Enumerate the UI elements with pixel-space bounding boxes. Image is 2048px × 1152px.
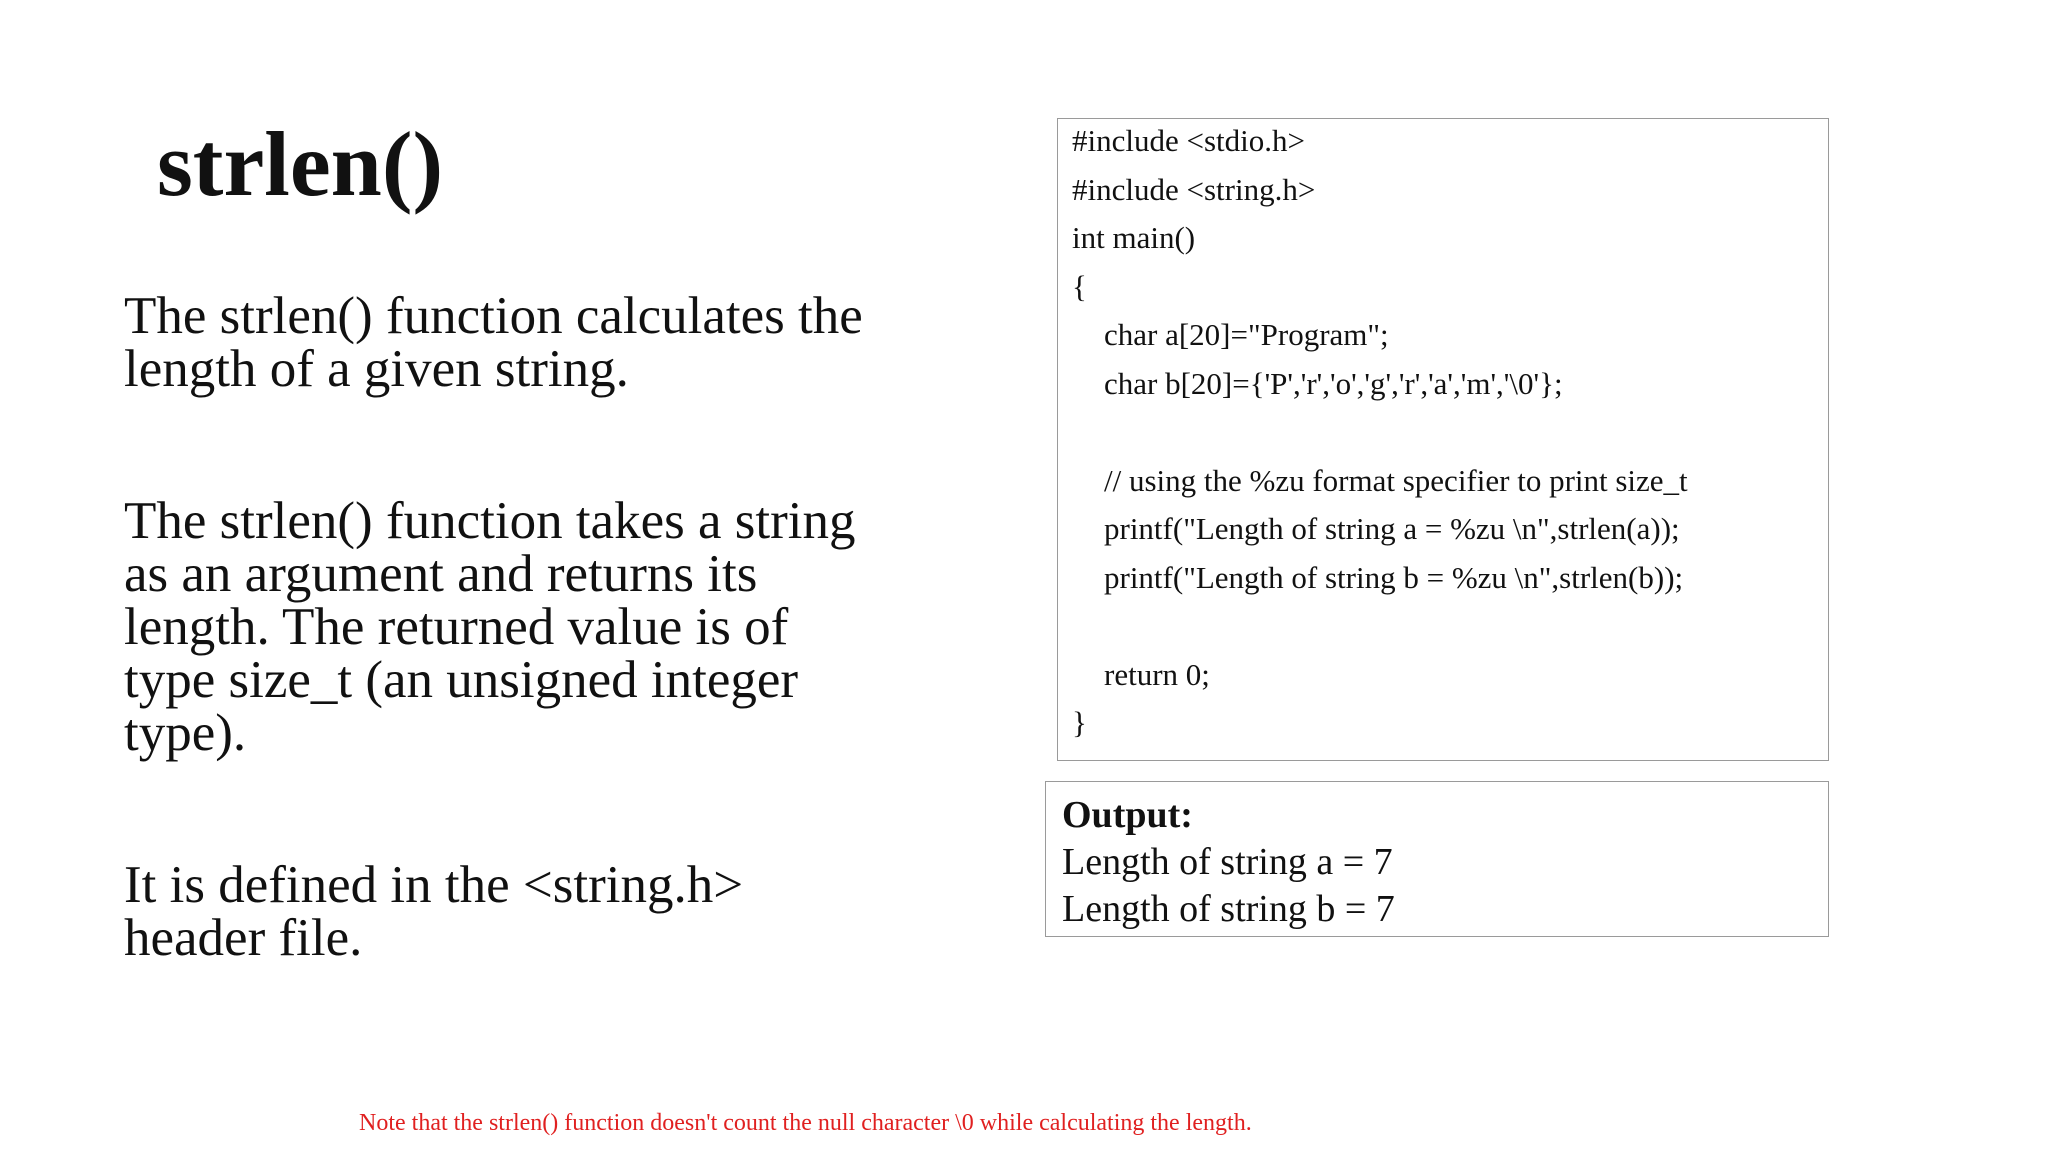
code-line: int main() bbox=[1072, 220, 1196, 255]
code-line: #include <stdio.h> bbox=[1072, 123, 1305, 158]
code-line: #include <string.h> bbox=[1072, 172, 1316, 207]
paragraph-header-file: It is defined in the <string.h> header file. bbox=[124, 856, 744, 967]
paragraph-return-value: The strlen() function takes a string as an argument and returns its length. The returned value is of type size_t (an unsigned integer type). bbox=[124, 492, 856, 762]
code-example-box bbox=[1057, 118, 1829, 761]
code-line: printf("Length of string a = %zu \n",strlen(a)); bbox=[1104, 511, 1680, 546]
code-line: char b[20]={'P','r','o','g','r','a','m','\0'}; bbox=[1104, 366, 1563, 401]
paragraph-description: The strlen() function calculates the length of a given string. bbox=[124, 287, 863, 398]
output-box bbox=[1045, 781, 1829, 937]
code-comment: // using the %zu format specifier to print size_t bbox=[1104, 463, 1688, 498]
slide-title: strlen() bbox=[157, 113, 444, 215]
code-line: } bbox=[1072, 705, 1087, 740]
output-line: Length of string a = 7 bbox=[1062, 841, 1393, 883]
code-line: { bbox=[1072, 269, 1087, 304]
code-line: char a[20]="Program"; bbox=[1104, 317, 1389, 352]
output-line: Length of string b = 7 bbox=[1062, 888, 1395, 930]
code-line: return 0; bbox=[1104, 657, 1210, 692]
code-line: printf("Length of string b = %zu \n",strlen(b)); bbox=[1104, 560, 1684, 595]
footnote: Note that the strlen() function doesn't count the null character \0 while calculating the length. bbox=[359, 1110, 1252, 1136]
output-heading: Output: bbox=[1062, 794, 1193, 836]
